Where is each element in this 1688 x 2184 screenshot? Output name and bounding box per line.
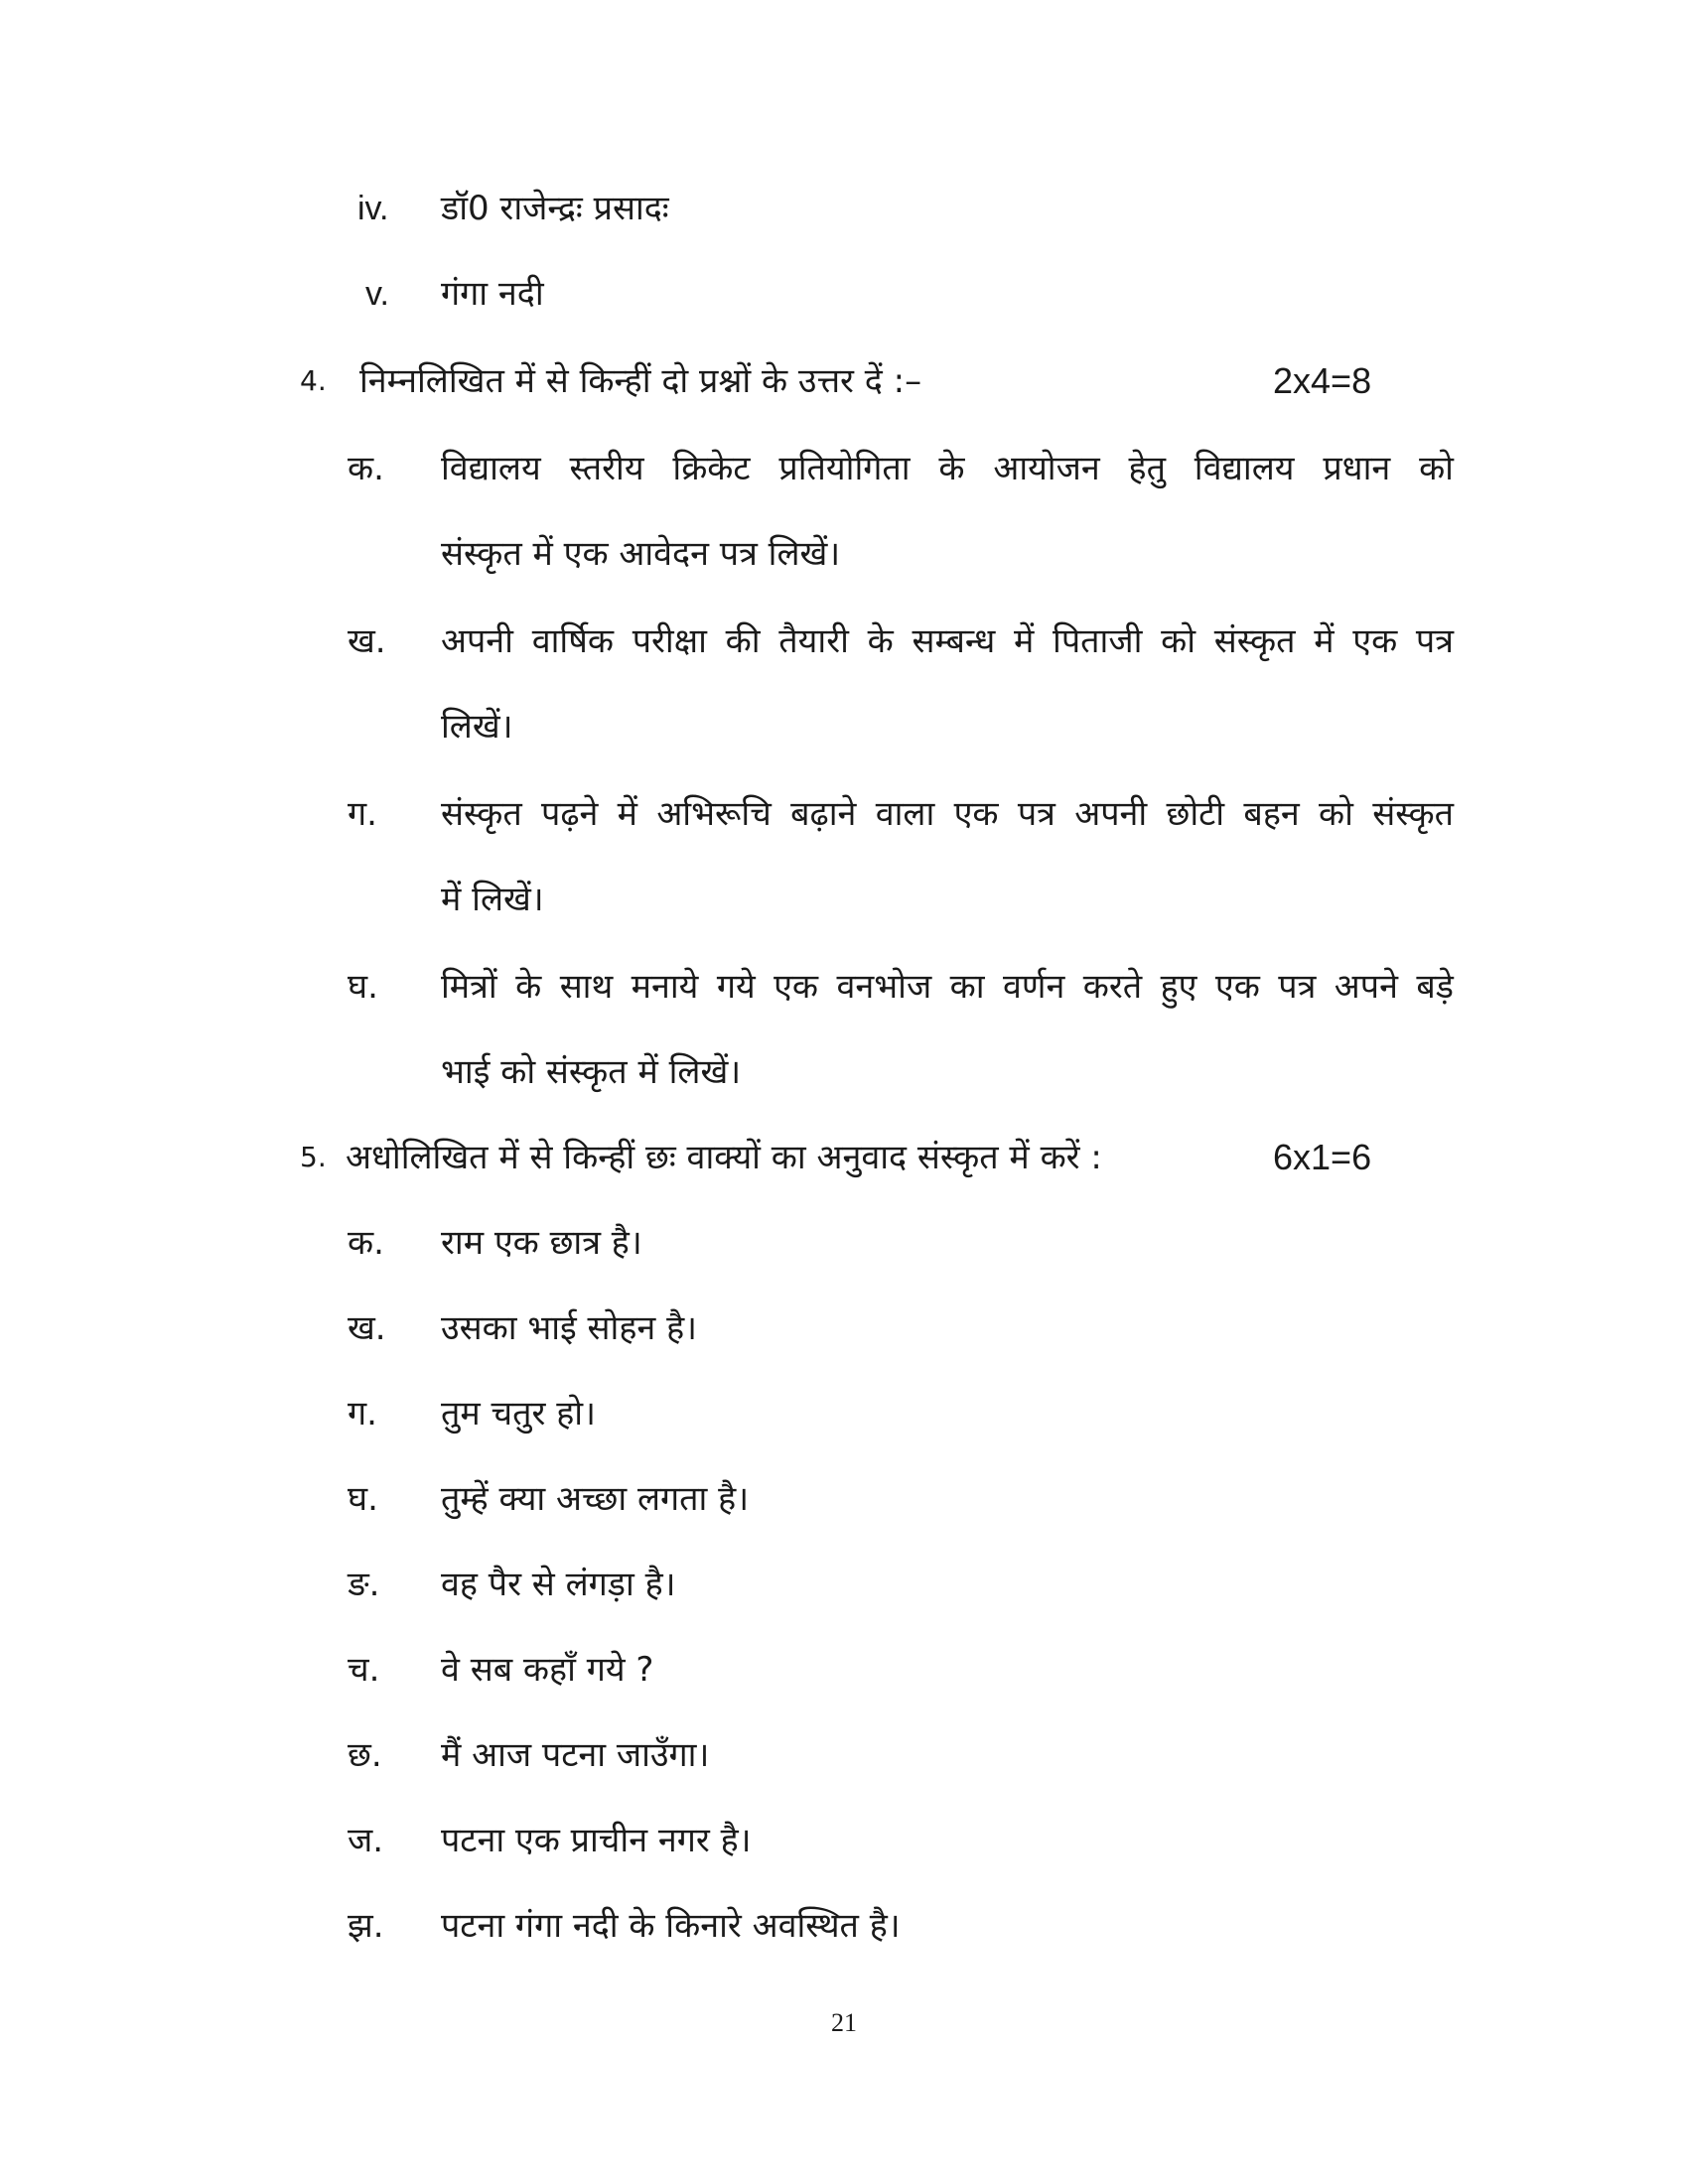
sub-item-text: उसका भाई सोहन है। [441,1308,698,1348]
sub-item-marker: छ. [348,1735,382,1775]
sub-item-text: पटना एक प्राचीन नगर है। [441,1821,752,1860]
question-number: 4. [300,364,327,397]
sub-item-marker: ख. [348,621,386,661]
sub-item-line: में लिखें। [441,880,544,919]
list-marker: iv. [357,190,389,227]
sub-item-line: लिखें। [441,707,513,747]
question-prompt: निम्नलिखित में से किन्हीं दो प्रश्नों के उत्तर दें :– [359,361,922,401]
sub-item-text: राम एक छात्र है। [441,1223,642,1263]
sub-item-line: अपनी वार्षिक परीक्षा की तैयारी के सम्बन्ध में पिताजी को संस्कृत में एक पत्र [441,621,1454,661]
sub-item-marker: ग. [348,794,377,834]
list-marker: v. [365,275,389,313]
page-number: 21 [831,2008,857,2037]
question-marks: 6x1=6 [1273,1137,1372,1177]
sub-item-line: संस्कृत पढ़ने में अभिरूचि बढ़ाने वाला एक पत्र अपनी छोटी बहन को संस्कृत [441,794,1454,834]
sub-item-text: तुम्हें क्या अच्छा लगता है। [441,1479,750,1519]
sub-item-text: पटना गंगा नदी के किनारे अवस्थित है। [441,1906,901,1946]
sub-item-line: संस्कृत में एक आवेदन पत्र लिखें। [441,534,841,574]
sub-item-line: मित्रों के साथ मनाये गये एक वनभोज का वर्णन करते हुए एक पत्र अपने बड़े [441,967,1454,1007]
sub-item-marker: ग. [348,1394,377,1433]
sub-item-marker: क. [348,1223,384,1263]
sub-item-marker: क. [348,449,384,488]
list-item-text: डॉ0 राजेन्द्रः प्रसादः [441,189,669,228]
question-prompt: अधोलिखित में से किन्हीं छः वाक्यों का अनुवाद संस्कृत में करें : [346,1138,1102,1177]
sub-item-marker: झ. [348,1906,384,1946]
question-number: 5. [300,1141,327,1173]
question-marks: 2x4=8 [1273,360,1372,401]
sub-item-marker: ङ. [348,1565,380,1604]
sub-item-text: तुम चतुर हो। [441,1394,596,1433]
sub-item-line: विद्यालय स्तरीय क्रिकेट प्रतियोगिता के आयोजन हेतु विद्यालय प्रधान को [441,449,1454,488]
sub-item-text: वह पैर से लंगड़ा है। [441,1565,676,1604]
sub-item-text: मैं आज पटना जाउँगा। [441,1735,710,1775]
sub-item-marker: ख. [348,1308,386,1348]
sub-item-marker: ज. [348,1821,384,1860]
sub-item-text: वे सब कहाँ गये ? [441,1650,654,1690]
sub-item-line: भाई को संस्कृत में लिखें। [441,1052,742,1092]
sub-item-marker: घ. [348,967,378,1007]
list-item-text: गंगा नदी [441,274,544,314]
sub-item-marker: च. [348,1650,380,1690]
sub-item-marker: घ. [348,1479,378,1519]
